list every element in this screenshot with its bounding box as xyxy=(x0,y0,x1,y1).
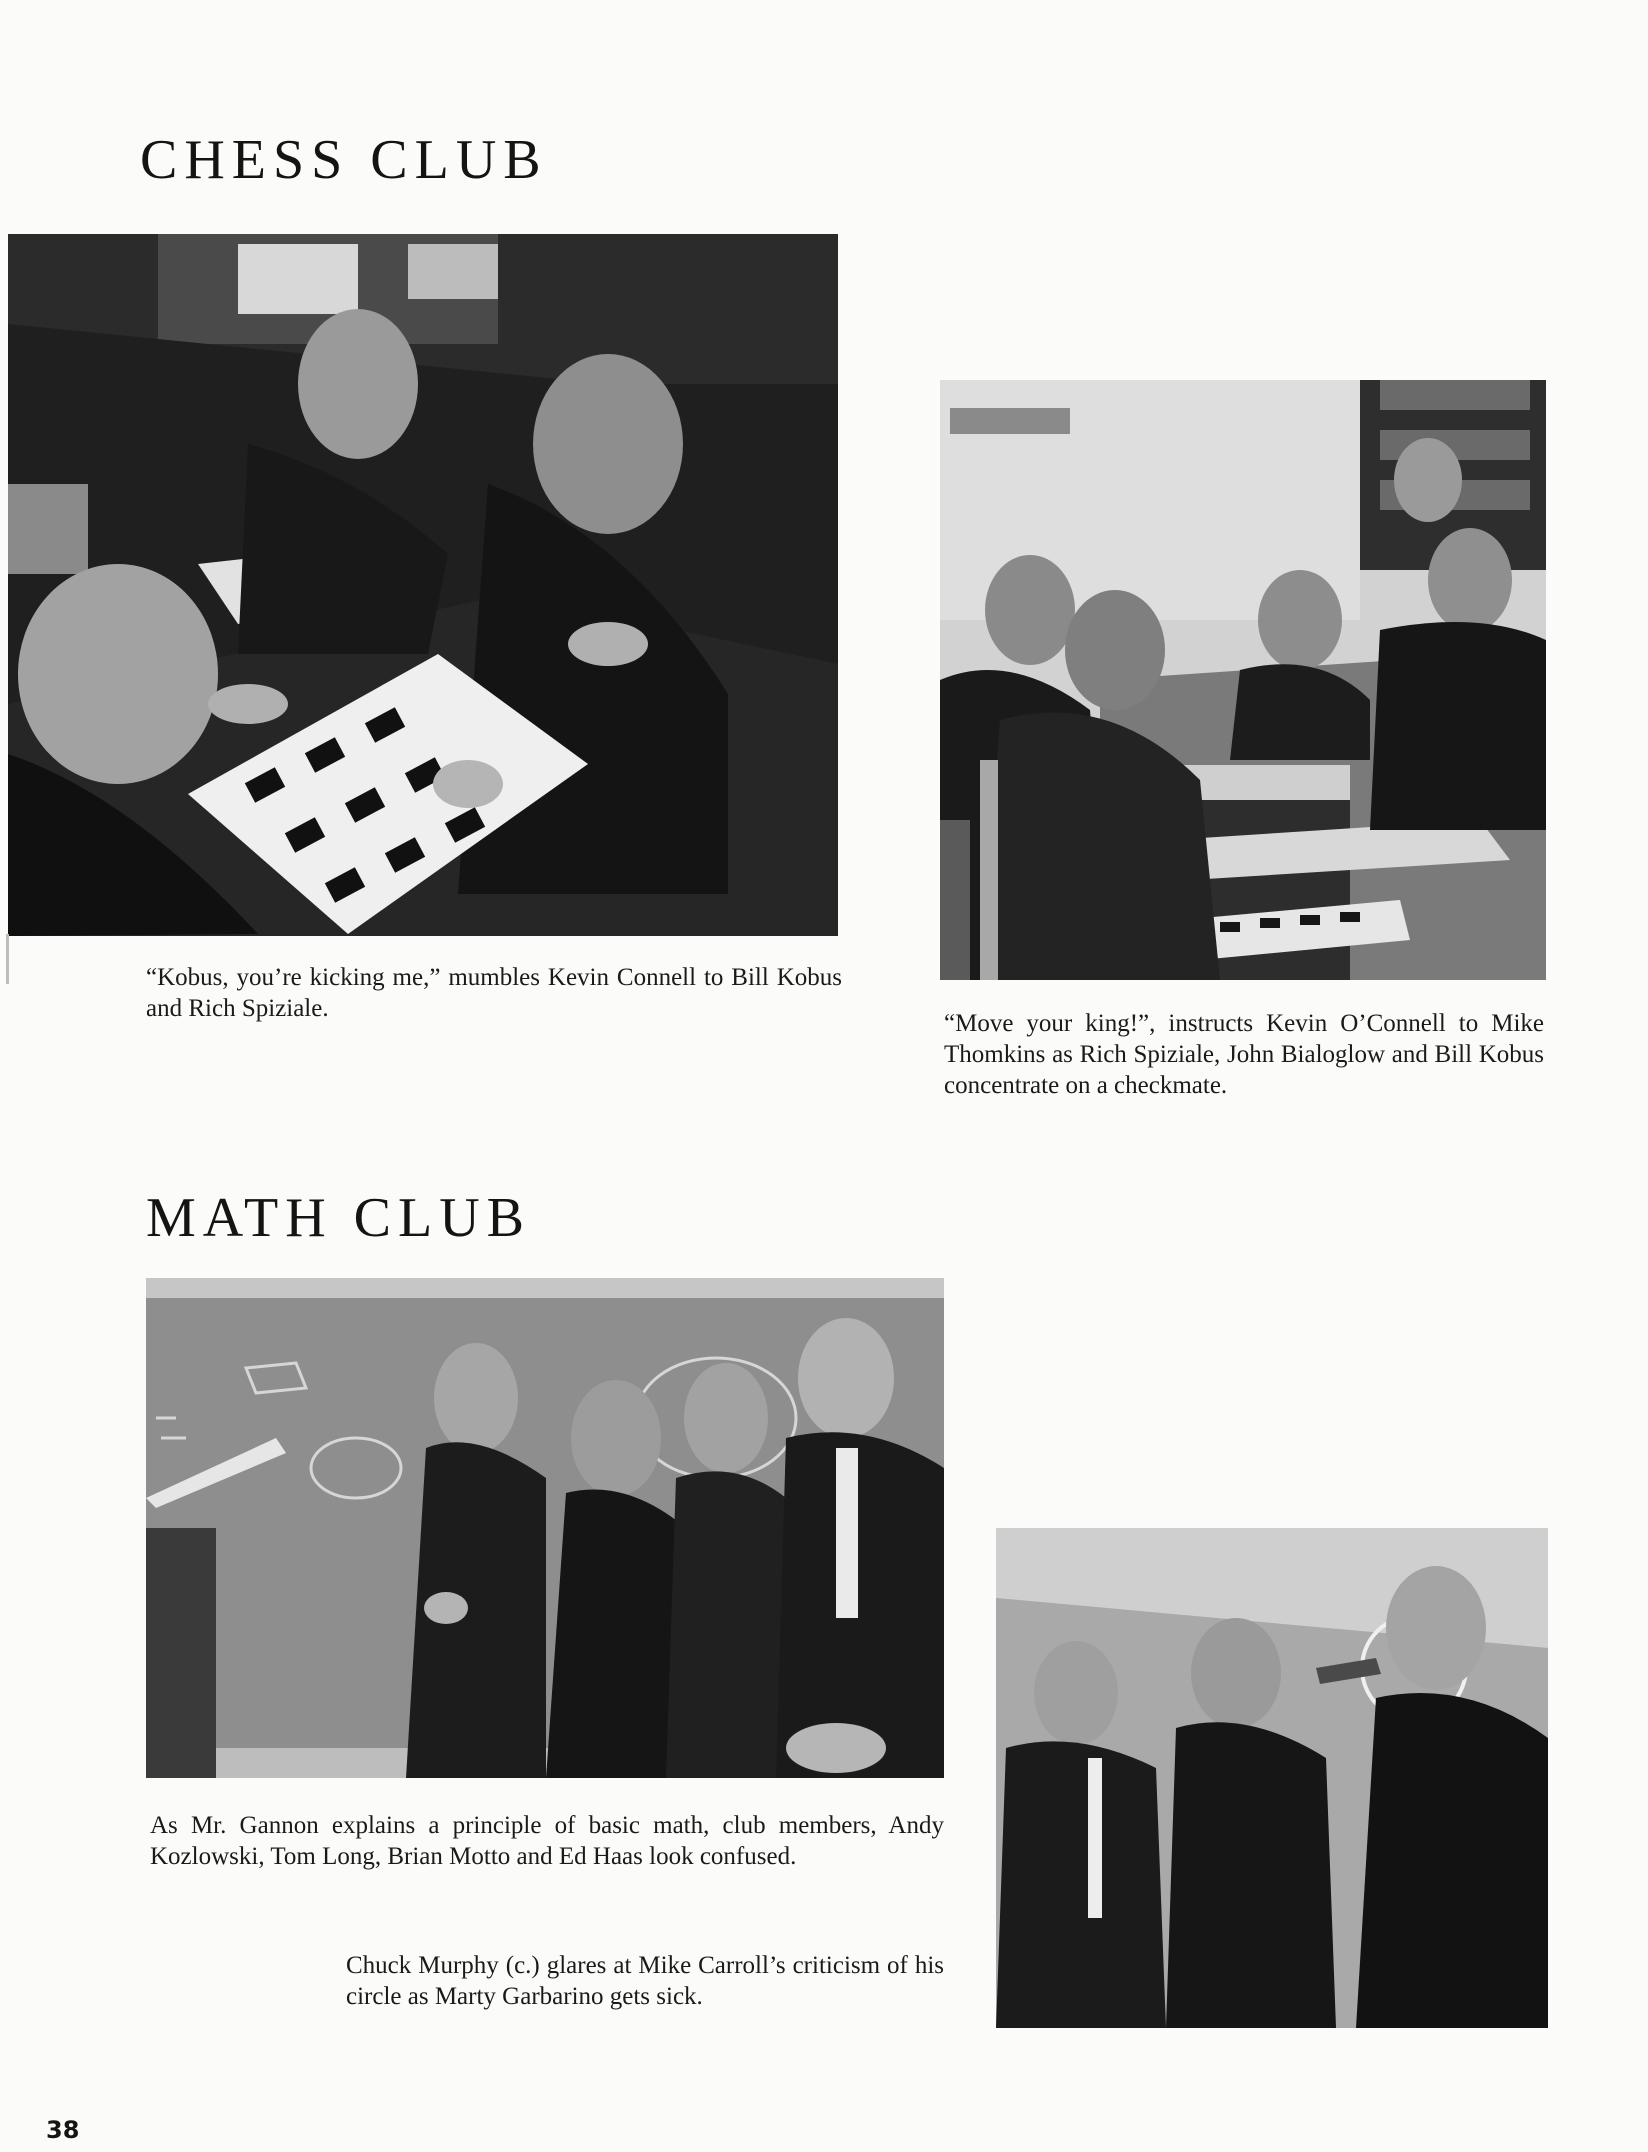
math-photo-circle xyxy=(996,1528,1548,2028)
chess-photo-library-caption: “Move your king!”, instructs Kevin O’Connell to Mike Thomkins as Rich Spiziale, John Bialoglow and Bill Kobus concentrate on a checkmate. xyxy=(944,1010,1544,1099)
math-photo-blackboard-caption: As Mr. Gannon explains a principle of basic math, club members, Andy Kozlowski, Tom Long, Brian Motto and Ed Haas look confused. xyxy=(150,1812,944,1870)
page-number: 38 xyxy=(46,2116,80,2144)
chess-photo-library-image xyxy=(940,380,1546,980)
chess-photo-library xyxy=(940,380,1546,980)
math-photo-circle-caption: Chuck Murphy (c.) glares at Mike Carroll’s criticism of his circle as Marty Garbarino gets sick. xyxy=(346,1952,944,2010)
chess-photo-main-image xyxy=(8,234,838,936)
chess-photo-main-caption: “Kobus, you’re kicking me,” mumbles Kevin Connell to Bill Kobus and Rich Spiziale. xyxy=(146,964,842,1022)
math-photo-circle-image xyxy=(996,1528,1548,2028)
binding-edge-mark xyxy=(6,934,9,984)
chess-club-heading: CHESS CLUB xyxy=(140,129,548,191)
math-photo-blackboard xyxy=(146,1278,944,1778)
chess-photo-main xyxy=(8,234,838,936)
math-club-heading: MATH CLUB xyxy=(146,1187,532,1249)
math-photo-blackboard-image xyxy=(146,1278,944,1778)
